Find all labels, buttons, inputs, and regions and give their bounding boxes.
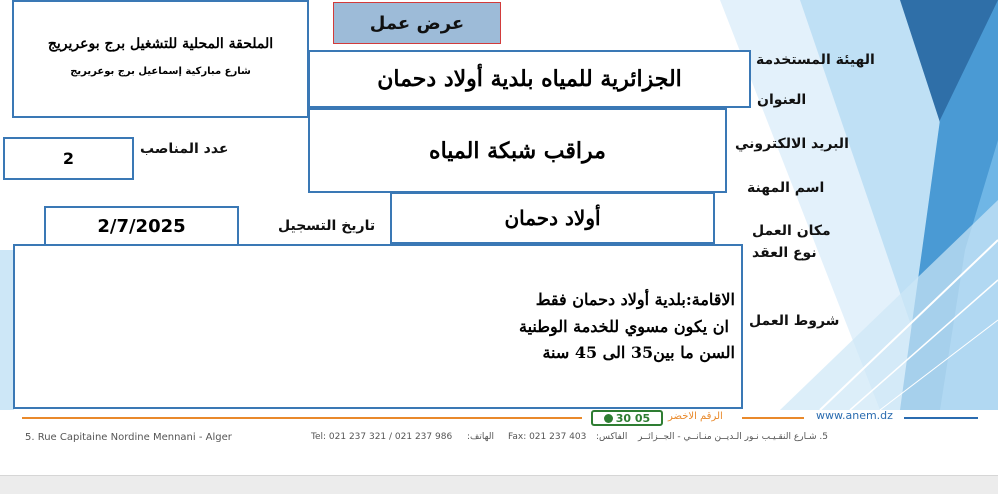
registration-date-label: تاريخ التسجيل: [278, 218, 376, 234]
positions-field: 2: [3, 137, 134, 180]
employer-label: الهيئة المستخدمة: [756, 52, 875, 68]
job-name-label: اسم المهنة: [747, 180, 825, 196]
condition-line-3: السن ما بين35 الى 45 سنة: [542, 343, 735, 362]
footer-line-mid: [742, 417, 804, 419]
condition-line-1: الاقامة:بلدية أولاد دحمان فقط: [535, 290, 735, 309]
agency-box: [12, 0, 309, 118]
positions-label: عدد المناصب: [140, 141, 229, 157]
bottom-bar: [0, 475, 998, 494]
footer-tel: Tel: 021 237 321 / 021 237 986: [311, 432, 453, 442]
footer-fax: Fax: 021 237 403: [508, 432, 587, 442]
contract-type-label: نوع العقد: [752, 245, 817, 261]
phone-icon: [604, 414, 613, 423]
conditions-label: شروط العمل: [749, 313, 840, 329]
work-place-label: مكان العمل: [752, 223, 831, 239]
email-label: البريد الالكتروني: [735, 136, 849, 152]
registration-date-field: 2/7/2025: [44, 206, 239, 246]
job-offer-title: عرض عمل: [333, 2, 501, 44]
footer-address-ar: 5. شـارع النقـيـب نـور الـديــن منـانــي - الجــزائــر: [638, 432, 828, 442]
job-name-field: مراقب شبكة المياه: [308, 108, 727, 193]
green-number-badge: [591, 410, 663, 426]
condition-line-2: ان يكون مسوي للخدمة الوطنية: [518, 317, 729, 336]
agency-name: الملحقة المحلية للتشغيل برج بوعريريج: [47, 36, 274, 52]
footer-phone-ar: الهاتف:: [467, 432, 494, 442]
work-place-field: أولاد دحمان: [390, 192, 715, 244]
green-number-label: الرقم الاخضر: [668, 411, 723, 422]
green-number: 30 05: [615, 411, 651, 425]
address-label: العنوان: [757, 92, 807, 108]
footer-line-orange: [22, 417, 582, 419]
conditions-box: [13, 244, 743, 409]
footer-address-fr: 5. Rue Capitaine Nordine Mennani - Alger: [25, 432, 232, 443]
employer-field: الجزائرية للمياه بلدية أولاد دحمان: [308, 50, 751, 108]
footer-fax-ar: الفاكس:: [596, 432, 628, 442]
website[interactable]: www.anem.dz: [816, 409, 893, 422]
agency-address: شارع مباركية إسماعيل برج بوعريريج: [70, 66, 251, 77]
footer-line-blue: [904, 417, 978, 419]
